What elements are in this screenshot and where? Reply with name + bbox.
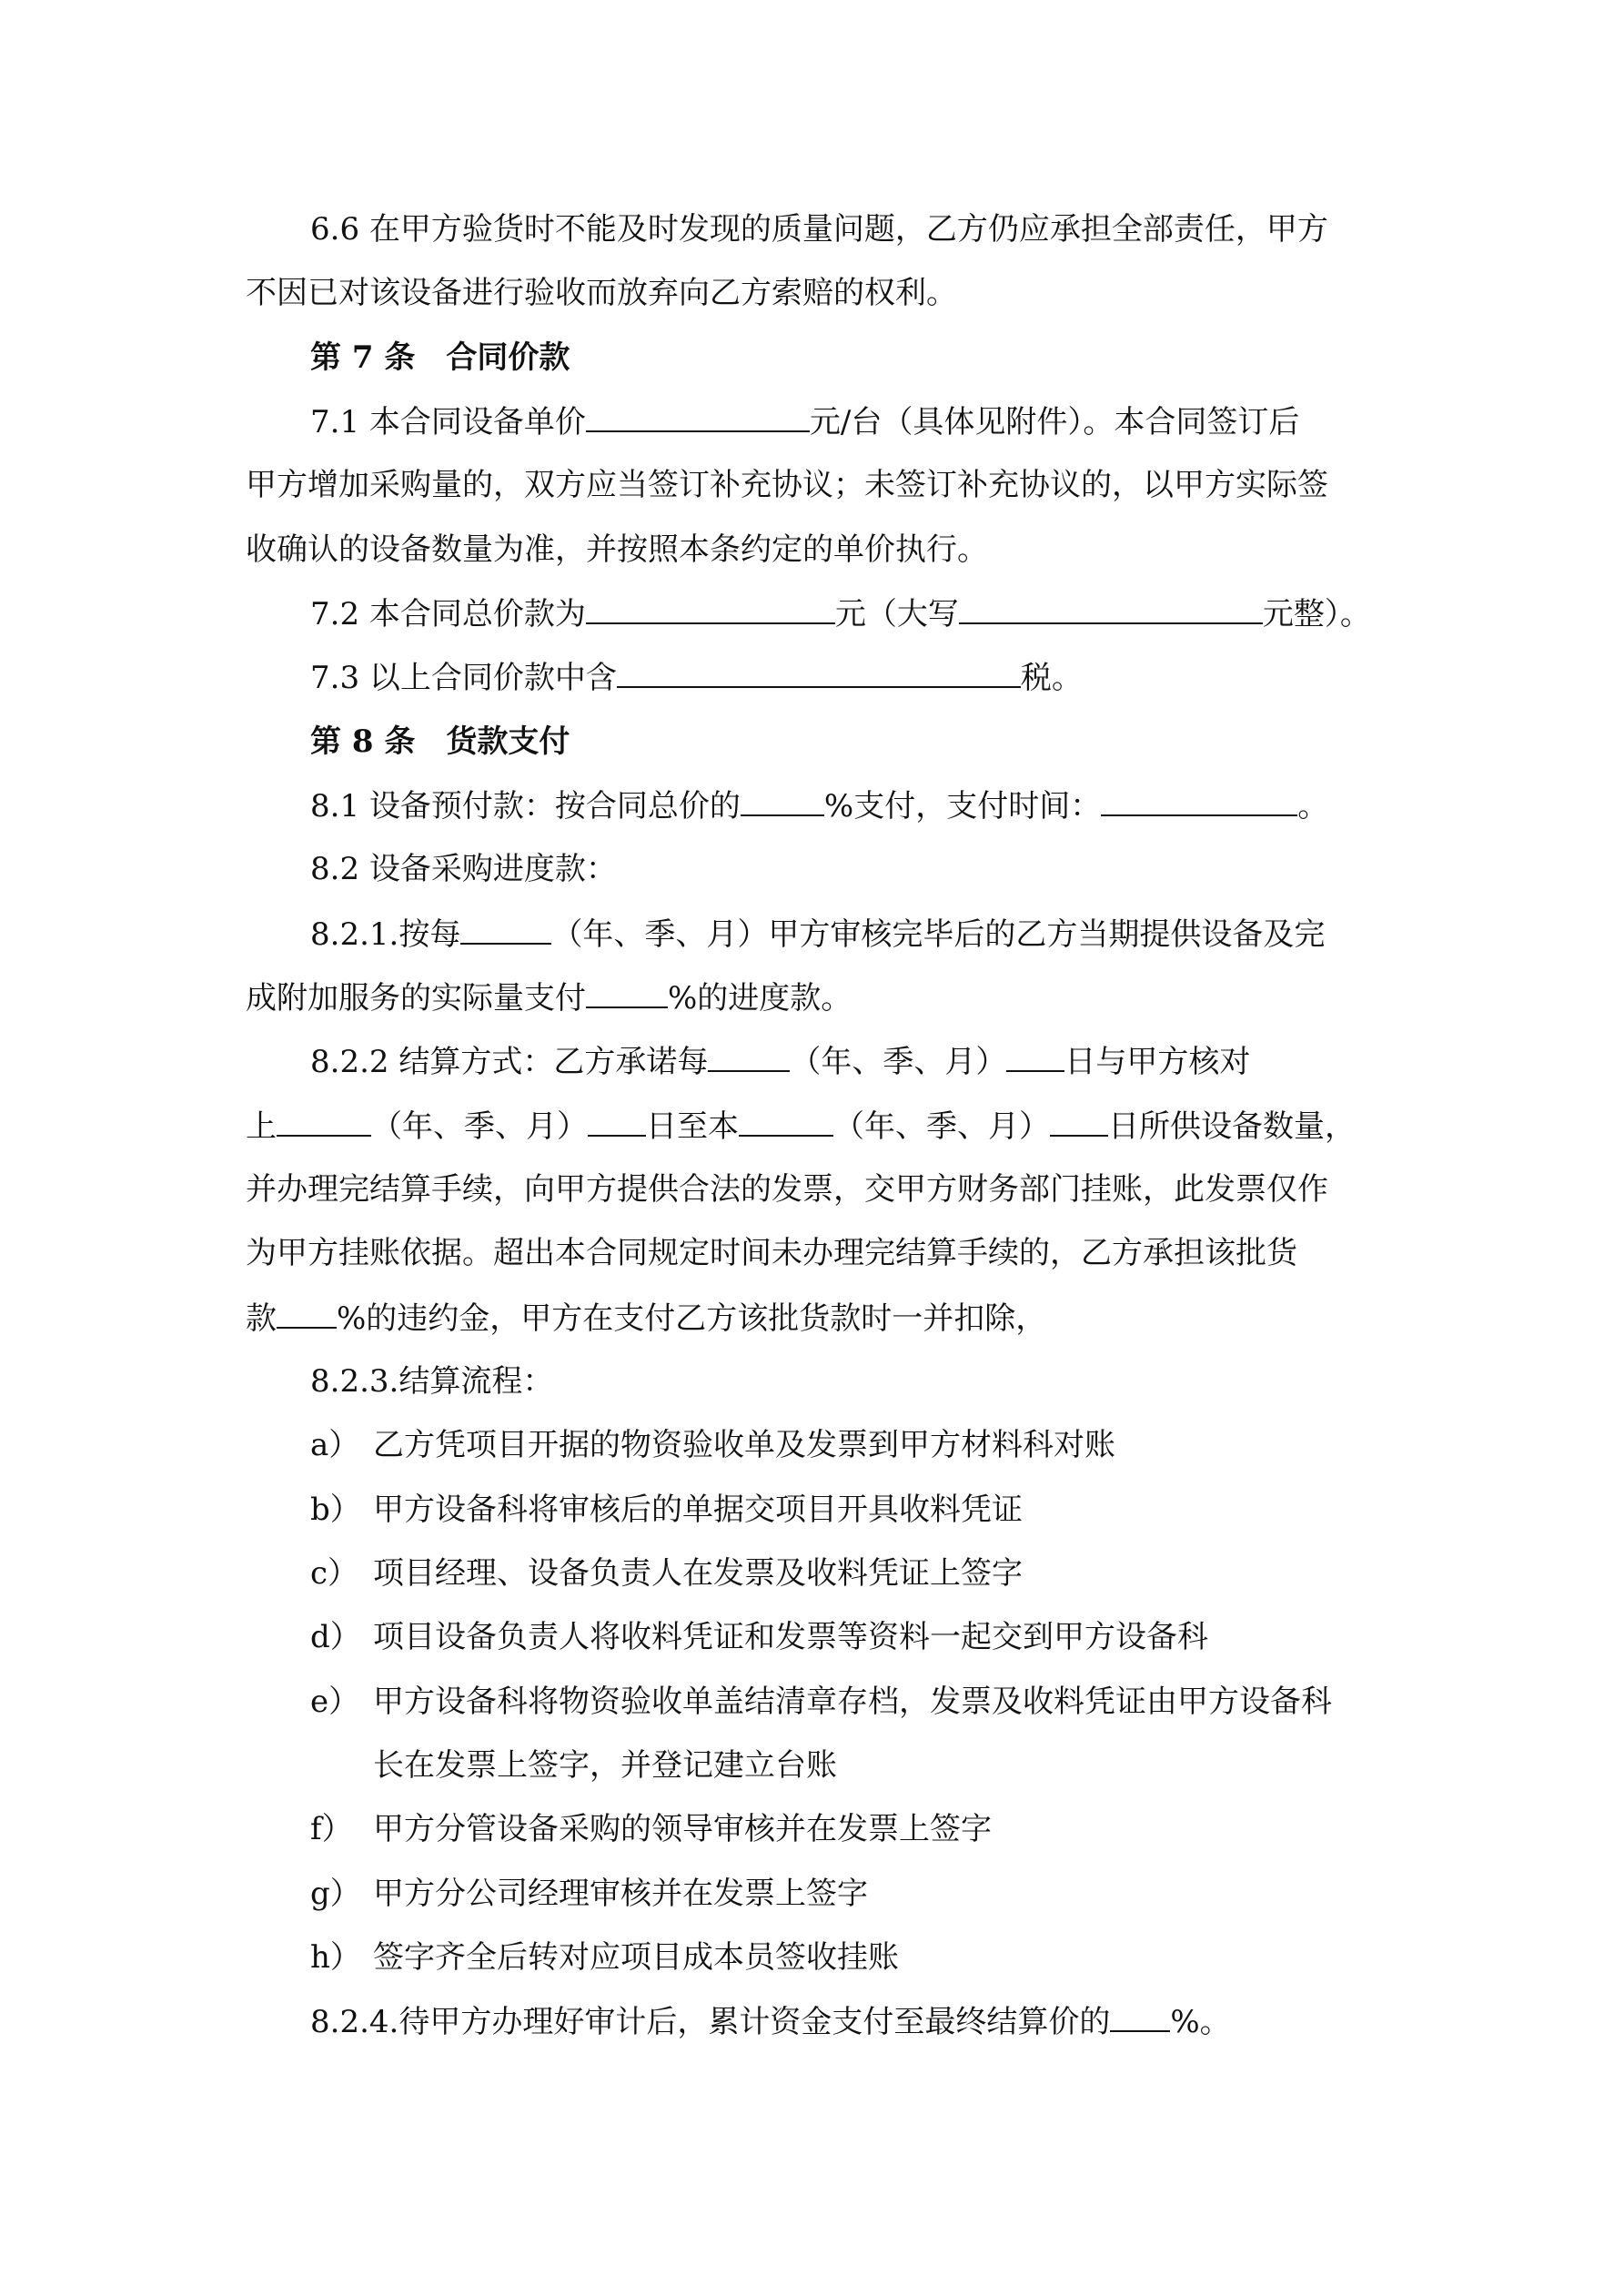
- clause-8-2-4: 8.2.4.待甲方办理好审计后，累计资金支付至最终结算价的 %。: [310, 2004, 1231, 2040]
- penalty-percent-blank[interactable]: [277, 1300, 337, 1329]
- clause-8-2-3: 8.2.3.结算流程：: [310, 1363, 554, 1400]
- step-a-text: 乙方凭项目开据的物资验收单及发票到甲方材料科对账: [373, 1427, 1115, 1463]
- step-e-label: e）: [310, 1684, 360, 1720]
- period-blank[interactable]: [460, 915, 551, 945]
- from-day-blank[interactable]: [588, 1108, 646, 1137]
- clause-8-2-2-line2: 上 （年、季、月） 日至本 （年、季、月） 日所供设备数量，: [246, 1108, 1356, 1145]
- to-period-blank[interactable]: [739, 1108, 833, 1137]
- clause-7-3: 7.3 以上合同价款中含 税。: [310, 660, 1083, 696]
- article-8-title: 第 8 条 货款支付: [310, 723, 570, 760]
- clause-6-6-line2: 不因已对该设备进行验收而放弃向乙方索赔的权利。: [246, 275, 957, 311]
- tax-blank[interactable]: [617, 659, 1021, 688]
- article-7-title: 第 7 条 合同价款: [310, 339, 570, 376]
- settle-period-blank[interactable]: [708, 1043, 790, 1072]
- step-d-text: 项目设备负责人将收料凭证和发票等资料一起交到甲方设备科: [373, 1619, 1208, 1655]
- step-h-label: h）: [310, 1939, 361, 1976]
- progress-percent-blank[interactable]: [586, 979, 668, 1008]
- clause-8-2-1-line1: 8.2.1.按每 （年、季、月）甲方审核完毕后的乙方当期提供设备及完: [310, 916, 1326, 953]
- step-c-text: 项目经理、设备负责人在发票及收料凭证上签字: [373, 1555, 1023, 1592]
- step-b-text: 甲方设备科将审核后的单据交项目开具收料凭证: [373, 1492, 1023, 1528]
- clause-7-2: 7.2 本合同总价款为 元（大写 元整）。: [310, 596, 1371, 632]
- clause-6-6-line1: 6.6 在甲方验货时不能及时发现的质量问题，乙方仍应承担全部责任，甲方: [310, 211, 1328, 248]
- payment-time-blank[interactable]: [1101, 787, 1297, 816]
- step-g-label: g）: [310, 1876, 361, 1912]
- to-day-blank[interactable]: [1050, 1108, 1108, 1137]
- prepay-percent-blank[interactable]: [741, 787, 824, 816]
- step-e-text: 甲方设备科将物资验收单盖结清章存档，发票及收料凭证由甲方设备科: [373, 1684, 1332, 1720]
- step-f-text: 甲方分管设备采购的领导审核并在发票上签字: [373, 1811, 992, 1847]
- total-price-words-blank[interactable]: [959, 595, 1263, 624]
- clause-8-2-2-line1: 8.2.2 结算方式：乙方承诺每 （年、季、月） 日与甲方核对: [310, 1044, 1251, 1080]
- clause-8-2-2-line3: 并办理完结算手续，向甲方提供合法的发票，交甲方财务部门挂账，此发票仅作: [246, 1171, 1328, 1208]
- settle-day-blank[interactable]: [1006, 1043, 1064, 1072]
- unit-price-blank[interactable]: [586, 403, 810, 432]
- from-period-blank[interactable]: [277, 1108, 371, 1137]
- clause-7-1-line3: 收确认的设备数量为准，并按照本条约定的单价执行。: [246, 531, 988, 568]
- clause-8-2-2-line4: 为甲方挂账依据。超出本合同规定时间未办理完结算手续的，乙方承担该批货: [246, 1235, 1297, 1271]
- total-price-blank[interactable]: [586, 595, 835, 624]
- step-c-label: c）: [310, 1555, 359, 1592]
- step-d-label: d）: [310, 1619, 361, 1655]
- clause-8-2: 8.2 设备采购进度款：: [310, 851, 617, 887]
- step-h-text: 签字齐全后转对应项目成本员签收挂账: [373, 1939, 899, 1976]
- final-percent-blank[interactable]: [1110, 2003, 1170, 2032]
- step-f-label: f）: [310, 1811, 353, 1847]
- clause-7-1-line1: 7.1 本合同设备单价 元/台（具体见附件）。本合同签订后: [310, 404, 1300, 440]
- clause-7-1-line2: 甲方增加采购量的，双方应当签订补充协议；未签订补充协议的，以甲方实际签: [246, 467, 1328, 503]
- step-e-text-cont: 长在发票上签字，并登记建立台账: [373, 1747, 837, 1784]
- step-b-label: b）: [310, 1492, 361, 1528]
- clause-8-2-2-line5: 款 %的违约金，甲方在支付乙方该批货款时一并扣除，: [246, 1300, 1047, 1337]
- clause-8-2-1-line2: 成附加服务的实际量支付 %的进度款。: [246, 980, 852, 1017]
- step-g-text: 甲方分公司经理审核并在发票上签字: [373, 1876, 868, 1912]
- clause-8-1: 8.1 设备预付款：按合同总价的 %支付，支付时间： 。: [310, 788, 1329, 824]
- step-a-label: a）: [310, 1427, 360, 1463]
